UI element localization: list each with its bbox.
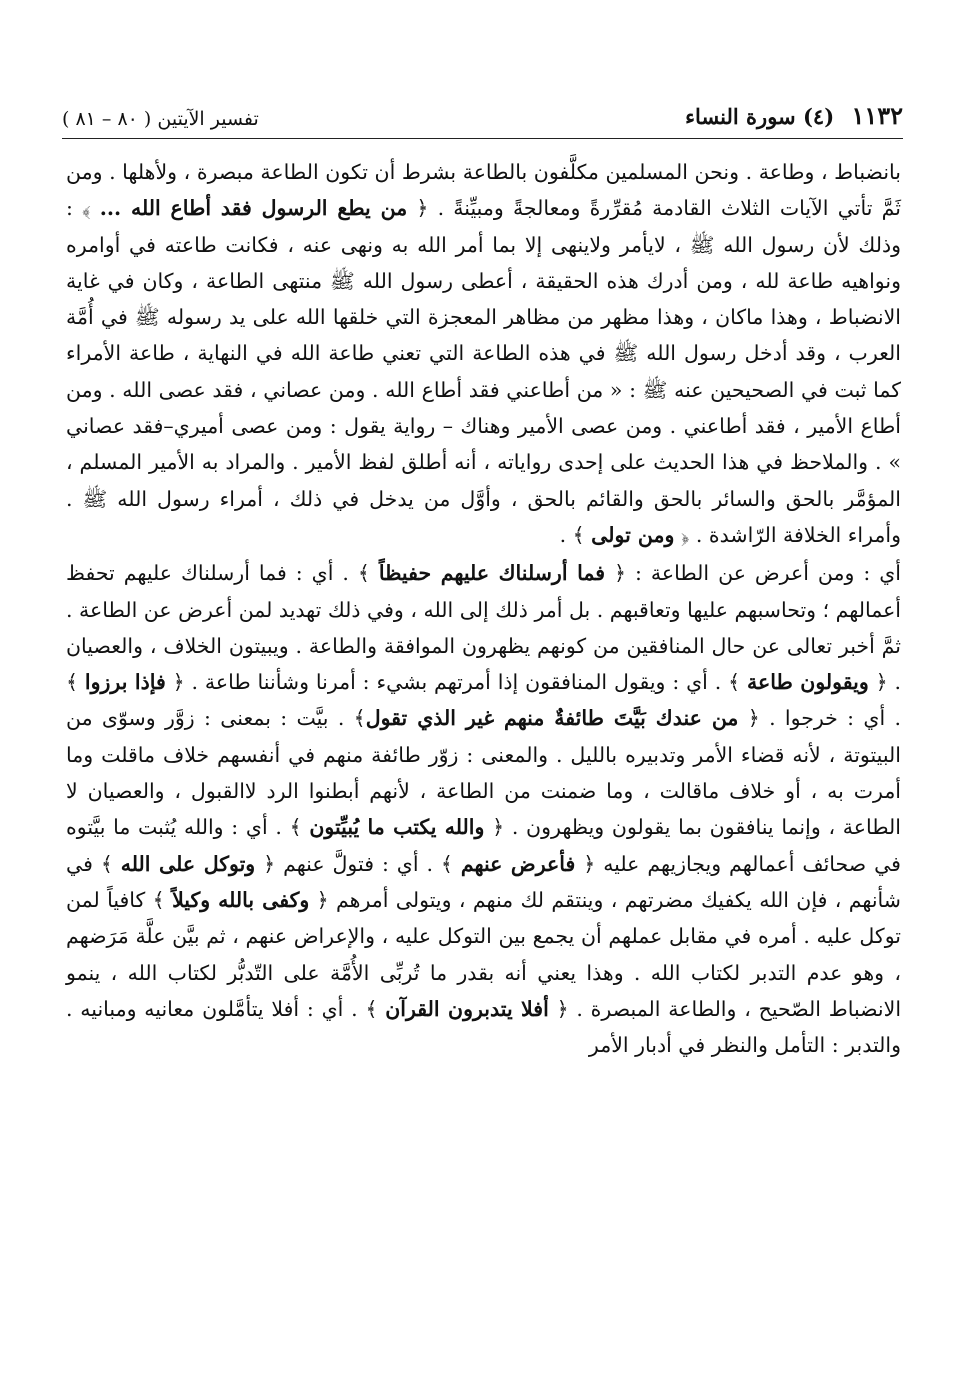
text-run: ﴾ . xyxy=(559,522,592,547)
text-run: أي : ومن أعرض عن الطاعة : ﴿ xyxy=(605,561,901,586)
text-run: ﴾ كافياً لمن توكل عليه . أمره في مقابل عملهم أن يجمع بين التوكل عليه ، والإعراض عنهم ، ثم بيَّن علَّة مَرَضهم ، وهو عدم التدبر لكتاب الله . وهذا يعني أنه بقدر ما تُربِّى الأُمَّة على التّدبُّر لكتاب الله ، ينمو الانضباط الصّحيح ، والطاعة المبصرة . ﴿ xyxy=(66,887,902,1021)
quran-quote: والله يكتب ما يُبيِّتون xyxy=(309,815,485,840)
quran-quote: ويقولون طاعة xyxy=(746,670,869,695)
text-run: ﴾ . أي : فما أرسلناك عليهم تحفظ أعمالهم ؛ وتحاسبهم عليها وتعاقبهم . بل أمر ذلك إلى الله ، وفي ذلك تهديد لمن أعرض عن الطاعة . ثمَّ أخبر تعالى عن حال المنافقين من كونهم يظهرون الموافقة والطاعة . ويبيتون الخلاف ، والعصيان . ﴿ xyxy=(66,561,901,695)
header-right xyxy=(685,101,903,130)
text-run: ﴾ : وذلك لأن رسول الله ﷺ ، لايأمر ولاينهى إلا بما أمر الله به ونهى عنه ، فكانت طاعته في أوامره ونواهيه طاعة لله ، ومن أدرك هذه الحقيقة ، أعطى رسول الله ﷺ منتهى الطاعة ، وكان في غاية الانضباط ، وهذا ماكان ، وهذا مظهر من مظاهر المعجزة التي خلقها الله على يد رسوله ﷺ في أُمَّة العرب ، وقد أدخل رسول الله ﷺ في هذه الطاعة التي تعني طاعة الله في النهاية ، طاعة الأمراء كما ثبت في الصحيحين عنه ﷺ : « من أطاعني فقد أطاع الله . ومن عصاني ، فقد عصى الله . ومن أطاع الأمير ، فقد أطاعني . ومن عصى الأمير وهناك – رواية يقول : ومن عصى أميري–فقد عصاني » . والملاحظ في هذا الحديث على إحدى رواياته ، أنه أطلق لفظ الأمير . والمراد به الأمير المسلم ، المؤمَّر بالحق والسائر بالحق والقائم بالحق ، وأوَّل من يدخل في ذلك ، أمراء رسول الله ﷺ . وأمراء الخلافة الرّاشدة . ﴿ xyxy=(66,196,901,547)
paragraph-2 xyxy=(66,555,901,1063)
quran-quote: فأعرض عنهم xyxy=(460,851,576,876)
quran-quote: أفلا يتدبرون القرآن xyxy=(385,996,549,1021)
text-run: ﴾ في شأنهم ، فإن الله يكفيك مضرتهم ، وينتقم لك منهم ، ويتولى أمرهم ﴿ xyxy=(66,851,901,912)
running-header xyxy=(62,92,903,139)
text-run: بانضباط ، وطاعة . ونحن المسلمين مكلَّفون بالطاعة بشرط أن تكون الطاعة مبصرة ، ولأهلها . ومن ثَمَّ تأتي الآيات الثلاث القادمة مُقرِّرةً ومعالجةً ومبيِّنةً . ﴿ xyxy=(66,160,901,221)
text-run: ﴾ . أي : خرجوا . ﴿ xyxy=(66,670,901,731)
text-run: ﴾ . أي : ويقول المنافقون إذا أمرتهم بشيء : أمرنا وشأننا طاعة . ﴿ xyxy=(165,670,747,695)
quran-quote: من عندك بَيَّتَ طائفةٌ منهم غير الذي تقول xyxy=(365,706,739,731)
section-title: تفسير الآيتين ( ٨٠ – ٨١ ) xyxy=(62,108,259,130)
quran-quote: وكفى بالله وكيلاً xyxy=(172,887,310,912)
quran-quote: وتوكل على الله xyxy=(120,851,256,876)
text-run: ﴾ . بيَّت : بمعنى : زوَّر وسوّى من البيتوتة ، لأنه قضاء الأمر وتدبيره بالليل . والمعنى : زوّر طائفة منهم في أنفسهم خلاف ماقلت وما أمرت به ، أو خلاف ماقالت ، وما ضمنت من الطاعة ، لأنهم أبطنوا الرد لاالقبول ، والعصيان لا الطاعة ، وإنما ينافقون بما يقولون ويظهرون . ﴿ xyxy=(66,706,901,840)
quran-quote: ومن تولى xyxy=(591,522,675,547)
paragraph-1 xyxy=(66,154,901,553)
surah-title: (٤) سورة النساء xyxy=(685,104,835,129)
body-text xyxy=(66,154,901,1063)
page-number: ١١٣٢ xyxy=(851,101,903,130)
quran-quote: فإذا برزوا xyxy=(84,670,166,695)
quran-quote: فما أرسلناك عليهم حفيظاً xyxy=(378,561,606,586)
text-run: ﴾ . أي : فتولَّ عنهم ﴿ xyxy=(255,851,461,876)
quran-quote: من يطع الرسول فقد أطاع الله ... xyxy=(99,196,408,221)
text-run: ﴾ . أي : والله يُثبت ما بيَّتوه في صحائف أعمالهم ويجازيهم عليه ﴿ xyxy=(66,815,901,876)
text-run: ﴾ . أي : أفلا يتأمَّلون معانيه ومبانيه . والتدبر : التأمل والنظر في أدبار الأمر xyxy=(66,996,901,1058)
